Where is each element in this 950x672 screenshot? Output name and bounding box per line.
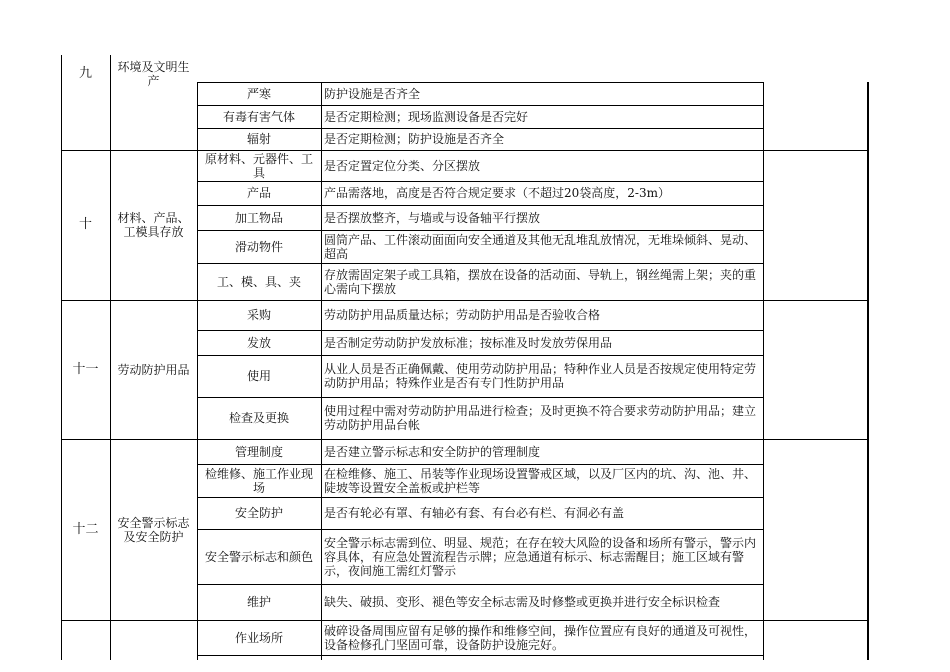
item-requirement: 是否定置定位分类、分区摆放 [324,158,481,173]
section-number [61,620,110,660]
table-right-border [867,82,869,660]
item-requirement: 是否定期检测；现场监测设备是否完好 [324,109,529,124]
item-name: 工、模、具、夹 [216,274,301,289]
item-requirement: 是否定期检测；防护设施是否齐全 [324,132,505,146]
row-border [197,529,763,530]
column-border [321,82,322,660]
item-name: 使用 [246,369,271,383]
item-name: 作业场所 [234,630,283,645]
row-border [197,655,763,656]
item-name: 维护 [246,595,271,609]
item-name: 检维修、施工作业现场 [204,466,313,495]
row-border [197,355,763,356]
row-border [197,397,763,398]
item-requirement: 是否摆放整齐，与墙或与设备轴平行摆放 [324,210,541,225]
item-name: 安全警示标志和颜色 [204,549,313,564]
section-category: 安全警示标志及安全防护 [117,515,190,544]
item-requirement: 圆筒产品、工件滚动面面向安全通道及其他无乱堆乱放情况，无堆垛倾斜、晃动、超高 [324,232,757,261]
item-name: 滑动物件 [234,239,283,254]
item-name: 管理制度 [234,444,283,459]
item-name: 加工物品 [234,210,283,225]
row-border [197,230,763,231]
section-border [61,620,868,621]
row-border [197,105,763,106]
item-requirement: 存放需固定架子或工具箱，摆放在设备的活动面、导轨上，钢丝绳需上架；夹的重心需向下摆放 [324,267,757,296]
row-border [197,330,763,331]
item-name: 安全防护 [234,506,283,520]
section-category: 劳动防护用品 [117,362,190,377]
item-requirement: 是否制定劳动防护发放标准；按标准及时发放劳保用品 [324,335,613,350]
item-requirement: 在检维修、施工、吊装等作业现场设置警戒区域，以及厂区内的坑、沟、池、井、陡坡等设置安全盖板或护栏等 [324,466,757,495]
column-border [110,55,111,660]
item-requirement: 劳动防护用品质量达标；劳动防护用品是否验收合格 [324,308,601,322]
section-number: 十一 [72,361,99,377]
section-category: 材料、产品、工模具存放 [117,211,190,239]
section-border [61,150,868,151]
item-name: 严寒 [246,86,271,101]
section-number: 十 [78,217,92,232]
section-category [110,620,197,660]
row-border [197,128,763,129]
row-border [197,263,763,264]
row-border [197,181,763,182]
row-border [197,82,763,83]
item-requirement: 使用过程中需对劳动防护用品进行检查；及时更换不符合要求劳动防护用品；建立劳动防护用品台帐 [324,404,757,432]
item-requirement: 是否建立警示标志和安全防护的管理制度 [324,444,541,459]
item-requirement: 产品需落地，高度是否符合规定要求（不超过20袋高度，2-3m） [324,186,670,200]
item-name: 采购 [246,308,271,322]
column-border [763,82,764,660]
item-requirement: 破碎设备周围应留有足够的操作和维修空间，操作位置应有良好的通道及可视性，设备检修孔门坚固可靠，设备防护设施完好。 [324,623,757,652]
item-requirement: 安全警示标志需到位、明显、规范；在存在较大风险的设备和场所有警示，警示内容具体，有应急处置流程告示牌；应急通道有标示、标志需醒目；施工区域有警示，夜间施工需红灯警示 [324,535,757,578]
item-name: 检查及更换 [228,411,289,425]
section-border [61,300,868,301]
column-border [197,82,198,660]
item-name: 发放 [246,335,271,350]
row-border [197,464,763,465]
section-number: 九 [78,66,92,81]
item-requirement: 从业人员是否正确佩戴、使用劳动防护用品；特种作业人员是否按规定使用特定劳动防护用品；特殊作业是否有专门性防护用品 [324,362,757,390]
row-border [197,497,763,498]
table-left-border [61,55,62,660]
row-border [197,584,763,585]
item-name: 产品 [246,186,271,200]
item-name: 有毒有害气体 [222,109,295,124]
item-requirement: 防护设施是否齐全 [324,86,421,101]
section-number: 十二 [72,521,99,537]
item-name: 辐射 [246,132,271,146]
section-category: 环境及文明生产 [117,60,190,88]
row-border [197,205,763,206]
item-name: 原材料、元器件、工具 [204,151,313,180]
item-requirement: 缺失、破损、变形、褪色等安全标志需及时修整或更换并进行安全标识检查 [324,595,721,609]
item-requirement: 是否有轮必有罩、有轴必有套、有台必有栏、有洞必有盖 [324,506,625,520]
section-border [61,439,868,440]
